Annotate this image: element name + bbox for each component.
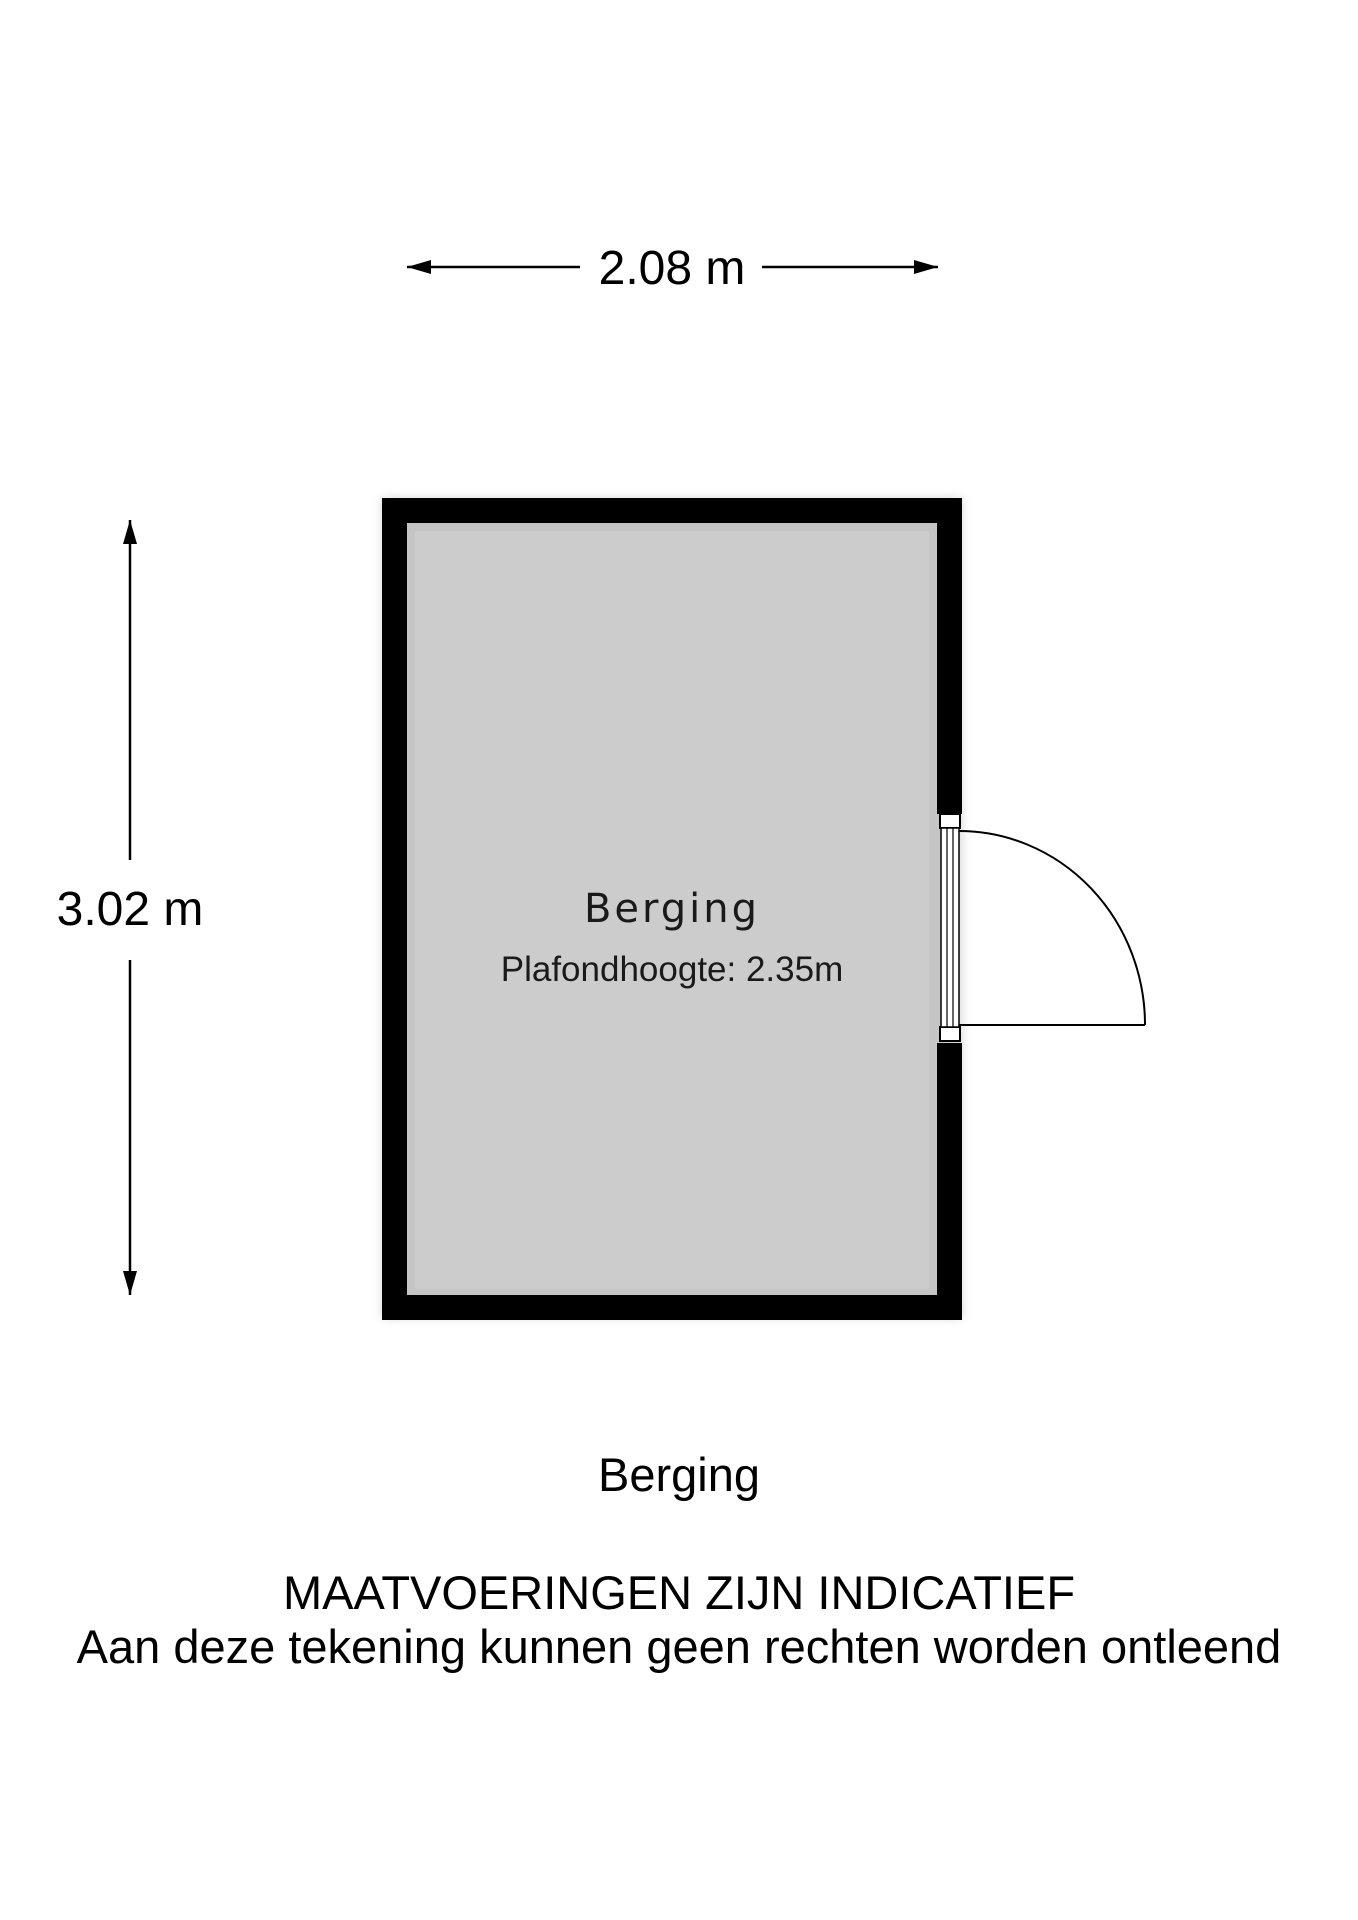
room-berging bbox=[382, 498, 1145, 1320]
width-dimension-label: 2.08 m bbox=[598, 242, 746, 295]
wall-right-lower bbox=[937, 1043, 962, 1320]
ceiling-height-label: Plafondhoogte: 2.35m bbox=[500, 950, 844, 989]
wall-bottom bbox=[382, 1295, 962, 1320]
wall-top bbox=[382, 498, 962, 523]
height-dimension-label: 3.02 m bbox=[56, 883, 204, 936]
room-name-label: Berging bbox=[583, 886, 761, 932]
door-frame bbox=[941, 828, 959, 1027]
door bbox=[940, 814, 1145, 1041]
disclaimer-text: Aan deze tekening kunnen geen rechten worden ontleend bbox=[76, 1620, 1282, 1673]
wall-right-upper bbox=[937, 498, 962, 814]
door-swing-arc bbox=[959, 831, 1145, 1025]
door-jamb-top bbox=[940, 814, 960, 828]
disclaimer-title: MAATVOERINGEN ZIJN INDICATIEF bbox=[282, 1566, 1076, 1619]
wall-left bbox=[382, 498, 407, 1320]
floor-label: Berging bbox=[598, 1448, 760, 1501]
door-jamb-bottom bbox=[940, 1027, 960, 1041]
width-dimension bbox=[407, 242, 938, 295]
height-dimension bbox=[57, 520, 204, 1295]
